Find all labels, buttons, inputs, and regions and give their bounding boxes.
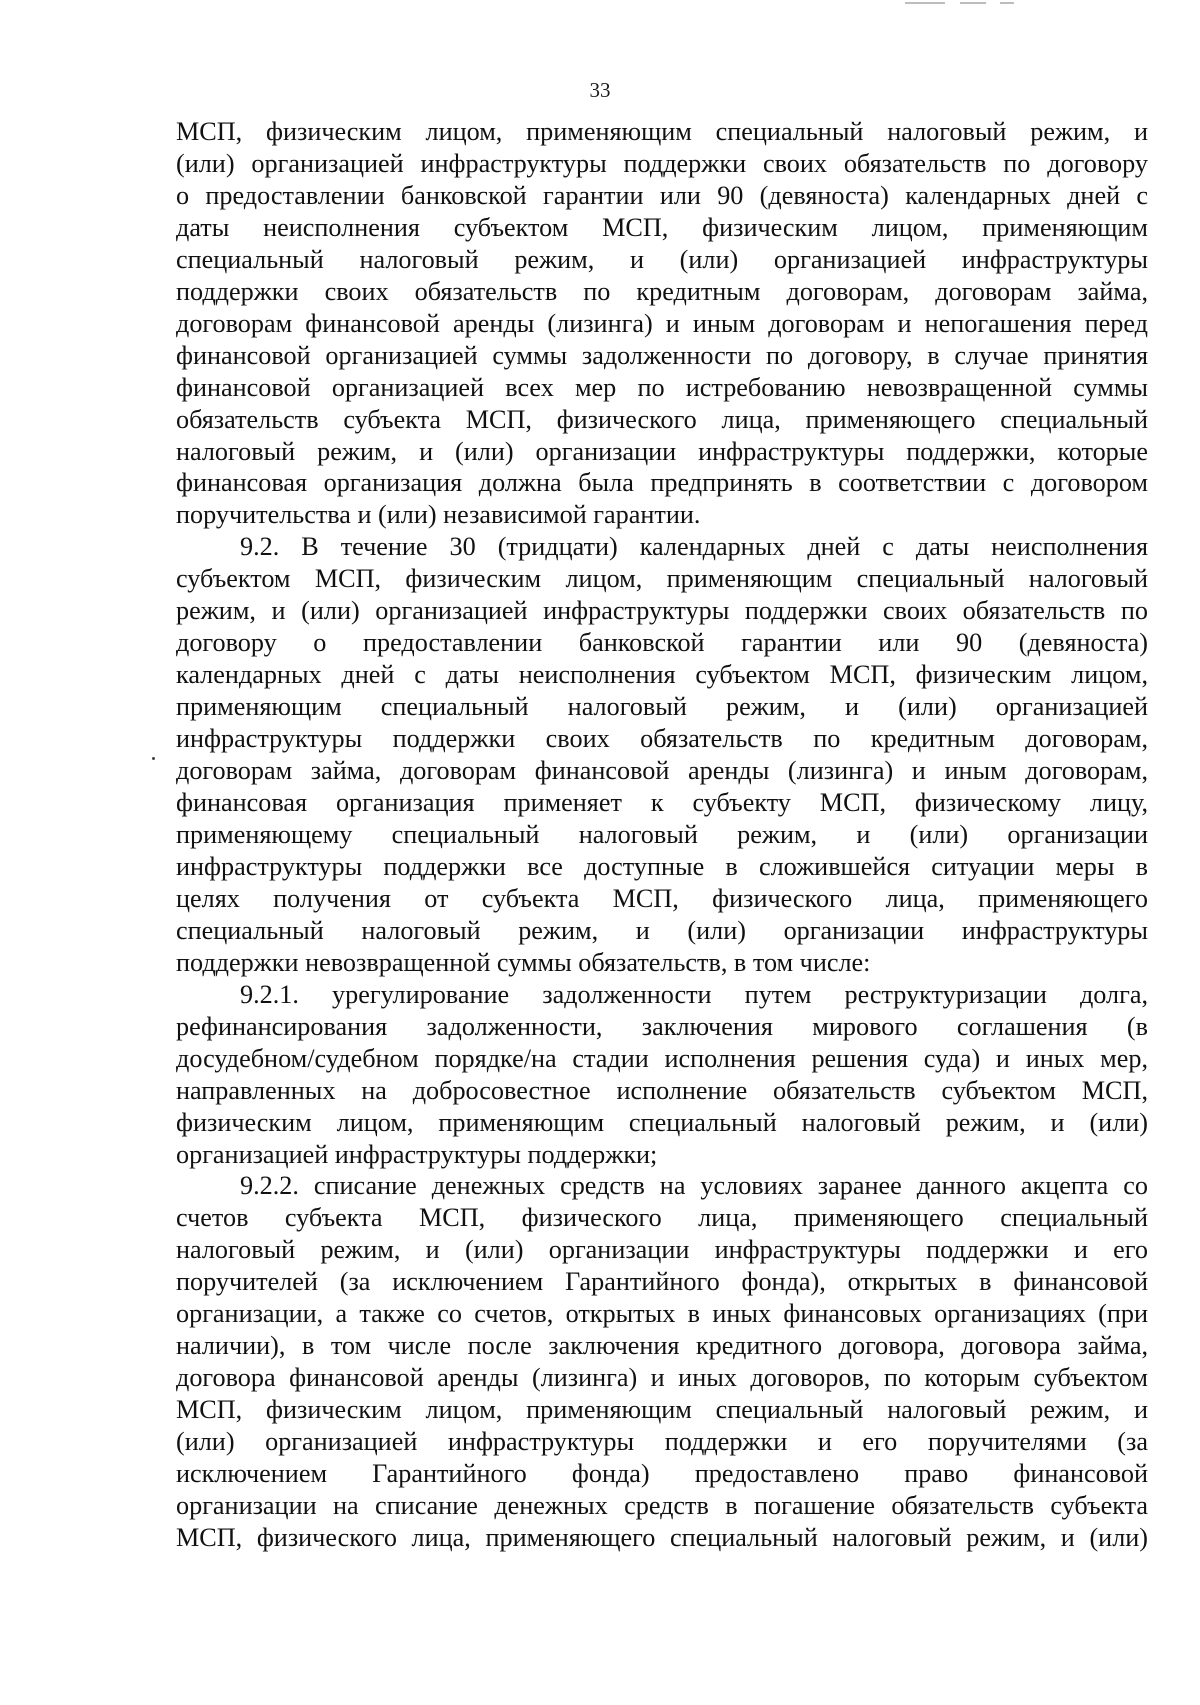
text-line: счетов субъекта МСП, физического лица, применяющего специальный	[176, 1203, 1148, 1233]
text-line: МСП, физическим лицом, применяющим специальный налоговый режим, и	[176, 1395, 1148, 1425]
text-line: поддержки невозвращенной суммы обязательств, в том числе:	[176, 947, 871, 977]
text-line: исключением Гарантийного фонда) предоставлено право финансовой	[176, 1459, 1148, 1489]
page-number: 33	[589, 78, 611, 102]
text-line: организации, а также со счетов, открытых в иных финансовых организациях (при	[176, 1299, 1148, 1329]
text-line: налоговый режим, и (или) организации инфраструктуры поддержки и его	[176, 1235, 1148, 1265]
text-line: даты неисполнения субъектом МСП, физическим лицом, применяющим	[176, 212, 1148, 242]
scan-artifact	[905, 2, 945, 4]
text-line: применяющему специальный налоговый режим, и (или) организации	[176, 819, 1148, 849]
text-line: наличии), в том числе после заключения кредитного договора, договора займа,	[176, 1331, 1148, 1361]
text-line: целях получения от субъекта МСП, физического лица, применяющего	[176, 883, 1148, 913]
text-line: финансовая организация должна была предпринять в соответствии с договором	[176, 468, 1148, 498]
text-line: физическим лицом, применяющим специальный налоговый режим, и (или)	[176, 1107, 1148, 1137]
text-line: субъектом МСП, физическим лицом, применяющим специальный налоговый	[176, 564, 1148, 594]
text-line: финансовой организацией всех мер по истребованию невозвращенной суммы	[176, 372, 1148, 402]
text-line: договору о предоставлении банковской гарантии или 90 (девяноста)	[176, 628, 1148, 658]
text-line: договорам финансовой аренды (лизинга) и иным договорам и непогашения перед	[176, 308, 1148, 338]
text-line: (или) организацией инфраструктуры поддержки своих обязательств по договору	[176, 148, 1148, 178]
text-line: обязательств субъекта МСП, физического лица, применяющего специальный	[176, 404, 1148, 434]
text-line: специальный налоговый режим, и (или) организацией инфраструктуры	[176, 244, 1148, 274]
text-line: применяющим специальный налоговый режим, и (или) организацией	[176, 692, 1148, 722]
scan-artifact	[960, 2, 986, 4]
text-line: инфраструктуры поддержки все доступные в сложившейся ситуации меры в	[176, 851, 1148, 881]
text-line: календарных дней с даты неисполнения субъектом МСП, физическим лицом,	[176, 660, 1148, 690]
text-line: организацией инфраструктуры поддержки;	[176, 1139, 658, 1169]
text-line: МСП, физического лица, применяющего специальный налоговый режим, и (или)	[176, 1522, 1148, 1552]
text-line: МСП, физическим лицом, применяющим специальный налоговый режим, и	[176, 117, 1148, 146]
clause-9-2-heading-line: 9.2. В течение 30 (тридцати) календарных дней с даты неисполнения	[240, 532, 1148, 562]
text-line: финансовой организацией суммы задолженности по договору, в случае принятия	[176, 340, 1148, 370]
text-line: налоговый режим, и (или) организации инфраструктуры поддержки, которые	[176, 436, 1148, 466]
document-body	[176, 116, 1148, 1554]
text-line: поручителей (за исключением Гарантийного фонда), открытых в финансовой	[176, 1267, 1148, 1297]
scan-artifact	[1000, 2, 1014, 4]
text-line: специальный налоговый режим, и (или) организации инфраструктуры	[176, 915, 1148, 945]
text-line: поддержки своих обязательств по кредитным договорам, договорам займа,	[176, 276, 1148, 306]
text-line: рефинансирования задолженности, заключения мирового соглашения (в	[176, 1011, 1148, 1041]
text-line: направленных на добросовестное исполнение обязательств субъектом МСП,	[176, 1075, 1148, 1105]
text-line: договорам займа, договорам финансовой аренды (лизинга) и иным договорам,	[176, 756, 1148, 786]
text-line: о предоставлении банковской гарантии или 90 (девяноста) календарных дней с	[176, 180, 1148, 210]
text-line: досудебном/судебном порядке/на стадии исполнения решения суда) и иных мер,	[176, 1043, 1148, 1073]
clause-9-2-1-heading-line: 9.2.1. урегулирование задолженности путем реструктуризации долга,	[240, 979, 1148, 1009]
text-line: организации на списание денежных средств в погашение обязательств субъекта	[176, 1490, 1148, 1520]
text-line: поручительства и (или) независимой гарантии.	[176, 500, 701, 530]
scan-artifact	[152, 757, 155, 760]
text-line: (или) организацией инфраструктуры поддержки и его поручителями (за	[176, 1427, 1148, 1457]
text-line: финансовая организация применяет к субъекту МСП, физическому лицу,	[176, 788, 1148, 818]
text-line: режим, и (или) организацией инфраструктуры поддержки своих обязательств по	[176, 596, 1148, 626]
clause-9-2-2-heading-line: 9.2.2. списание денежных средств на условиях заранее данного акцепта со	[240, 1171, 1148, 1201]
text-line: инфраструктуры поддержки своих обязательств по кредитным договорам,	[176, 724, 1148, 754]
text-line: договора финансовой аренды (лизинга) и иных договоров, по которым субъектом	[176, 1363, 1148, 1393]
